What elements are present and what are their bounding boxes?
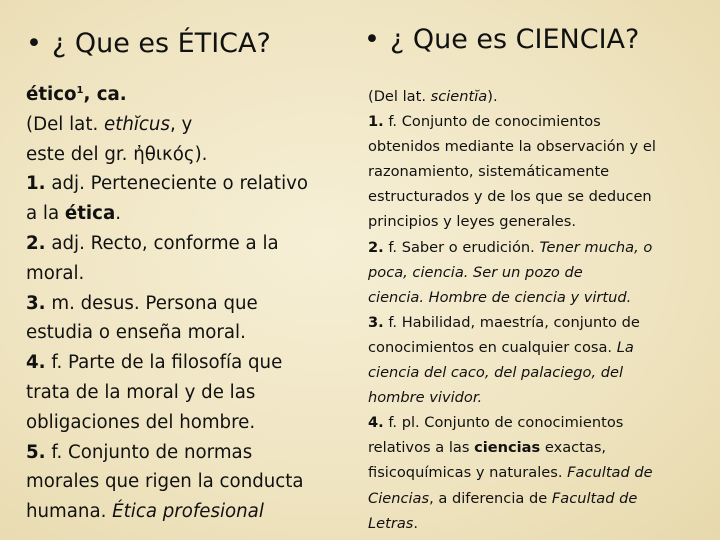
definition-line bbox=[26, 378, 344, 408]
italic-text: hombre vividor. bbox=[368, 389, 483, 407]
definition-text: obligaciones del hombre. bbox=[26, 411, 256, 433]
definition-line bbox=[368, 209, 712, 234]
bullet-icon: • bbox=[364, 24, 380, 55]
definition-line bbox=[26, 140, 344, 170]
definition-line bbox=[368, 235, 712, 260]
definition-text: principios y leyes generales. bbox=[368, 213, 576, 231]
definition-line bbox=[368, 310, 712, 335]
bold-text: ética bbox=[64, 203, 116, 225]
definition-line bbox=[26, 408, 344, 438]
definition-line bbox=[368, 410, 712, 435]
bold-text: 4. bbox=[368, 414, 384, 432]
definition-text: adj. Recto, conforme a la bbox=[45, 232, 279, 254]
definition-line bbox=[26, 289, 344, 319]
italic-text: Ciencias bbox=[368, 489, 430, 507]
definition-text: (Del lat. bbox=[26, 113, 105, 135]
definition-line bbox=[26, 497, 344, 527]
definition-line bbox=[26, 169, 344, 199]
bold-text: ciencias bbox=[474, 439, 541, 457]
definition-text: f. Conjunto de conocimientos bbox=[383, 113, 601, 131]
definition-line bbox=[368, 260, 712, 285]
definition-line bbox=[368, 84, 712, 109]
italic-text: ciencia del caco, del palaciego, del bbox=[368, 364, 624, 382]
definition-line bbox=[368, 285, 712, 310]
definition-text: . bbox=[115, 203, 122, 225]
italic-text: Tener mucha, o bbox=[539, 238, 653, 256]
definition-text: conocimientos en cualquier cosa. bbox=[368, 338, 617, 356]
definition-line bbox=[368, 385, 712, 410]
definition-text: m. desus. Persona que bbox=[45, 292, 258, 314]
bold-text: ético bbox=[26, 84, 77, 105]
definition-text: f. Parte de la filosofía que bbox=[45, 352, 283, 374]
definition-text: estudia o enseña moral. bbox=[26, 322, 246, 344]
definition-line bbox=[26, 110, 344, 140]
italic-text: Ética profesional bbox=[112, 501, 264, 523]
definition-text: moral. bbox=[26, 262, 85, 284]
ciencia-heading-text: ¿ Que es CIENCIA? bbox=[389, 24, 640, 55]
definition-line bbox=[368, 511, 712, 536]
definition-text: morales que rigen la conducta bbox=[26, 471, 304, 493]
definition-line bbox=[368, 109, 712, 134]
ciencia-definition bbox=[368, 84, 712, 536]
definition-text: relativos a las bbox=[368, 439, 475, 457]
definition-text: ). bbox=[487, 88, 498, 105]
bold-text: , ca. bbox=[83, 84, 127, 105]
definition-line bbox=[368, 486, 712, 511]
bold-text: 2. bbox=[368, 238, 384, 256]
definition-line bbox=[26, 348, 344, 378]
bold-text: 4. bbox=[26, 352, 46, 374]
definition-text: . bbox=[413, 514, 419, 532]
superscript-text: 1 bbox=[76, 84, 84, 96]
definition-text: (Del lat. bbox=[368, 88, 431, 105]
definition-line bbox=[26, 318, 344, 348]
etica-heading bbox=[26, 26, 271, 62]
italic-text: ethĭcus bbox=[104, 113, 170, 135]
definition-text: f. Conjunto de normas bbox=[45, 441, 253, 463]
definition-line bbox=[368, 360, 712, 385]
definition-text: razonamiento, sistemáticamente bbox=[368, 163, 610, 181]
definition-line bbox=[368, 184, 712, 209]
definition-line bbox=[26, 438, 344, 468]
definition-text: , y bbox=[169, 113, 193, 135]
definition-text: obtenidos mediante la observación y el bbox=[368, 138, 656, 156]
definition-text: , a diferencia de bbox=[429, 489, 552, 507]
definition-text: este del gr. ἠθικός). bbox=[26, 143, 208, 165]
definition-text: estructurados y de los que se deducen bbox=[368, 188, 652, 206]
bold-text: 1. bbox=[368, 113, 384, 131]
definition-line bbox=[368, 460, 712, 485]
definition-line bbox=[368, 134, 712, 159]
definition-line bbox=[368, 335, 712, 360]
definition-line bbox=[26, 80, 344, 110]
italic-text: ciencia. Hombre de ciencia y virtud. bbox=[368, 288, 632, 306]
bold-text: 5. bbox=[26, 441, 46, 463]
bold-text: 1. bbox=[26, 173, 46, 195]
definition-text: f. pl. Conjunto de conocimientos bbox=[383, 414, 624, 432]
definition-text: fisicoquímicas y naturales. bbox=[368, 464, 568, 482]
bullet-icon: • bbox=[26, 28, 42, 59]
italic-text: Facultad de bbox=[551, 489, 638, 507]
ciencia-heading bbox=[364, 22, 639, 58]
definition-text: a la bbox=[26, 203, 65, 225]
bold-text: 3. bbox=[26, 292, 46, 314]
definition-line bbox=[368, 159, 712, 184]
definition-line bbox=[368, 435, 712, 460]
definition-line bbox=[26, 467, 344, 497]
etica-heading-text: ¿ Que es ÉTICA? bbox=[51, 28, 271, 59]
bold-text: 3. bbox=[368, 313, 384, 331]
definition-text: exactas, bbox=[540, 439, 607, 457]
italic-text: scientĭa bbox=[430, 88, 488, 105]
bold-text: 2. bbox=[26, 232, 46, 254]
italic-text: poca, ciencia. Ser un pozo de bbox=[368, 263, 583, 281]
definition-text: trata de la moral y de las bbox=[26, 381, 256, 403]
italic-text: Facultad de bbox=[567, 464, 653, 482]
definition-text: f. Saber o erudición. bbox=[383, 238, 540, 256]
etica-definition bbox=[26, 80, 344, 527]
definition-line bbox=[26, 229, 344, 259]
italic-text: La bbox=[616, 338, 634, 356]
definition-text: adj. Perteneciente o relativo bbox=[45, 173, 309, 195]
italic-text: Letras bbox=[368, 514, 414, 532]
definition-text: f. Habilidad, maestría, conjunto de bbox=[383, 313, 640, 331]
definition-text: humana. bbox=[26, 501, 113, 523]
definition-line bbox=[26, 259, 344, 289]
definition-line bbox=[26, 199, 344, 229]
